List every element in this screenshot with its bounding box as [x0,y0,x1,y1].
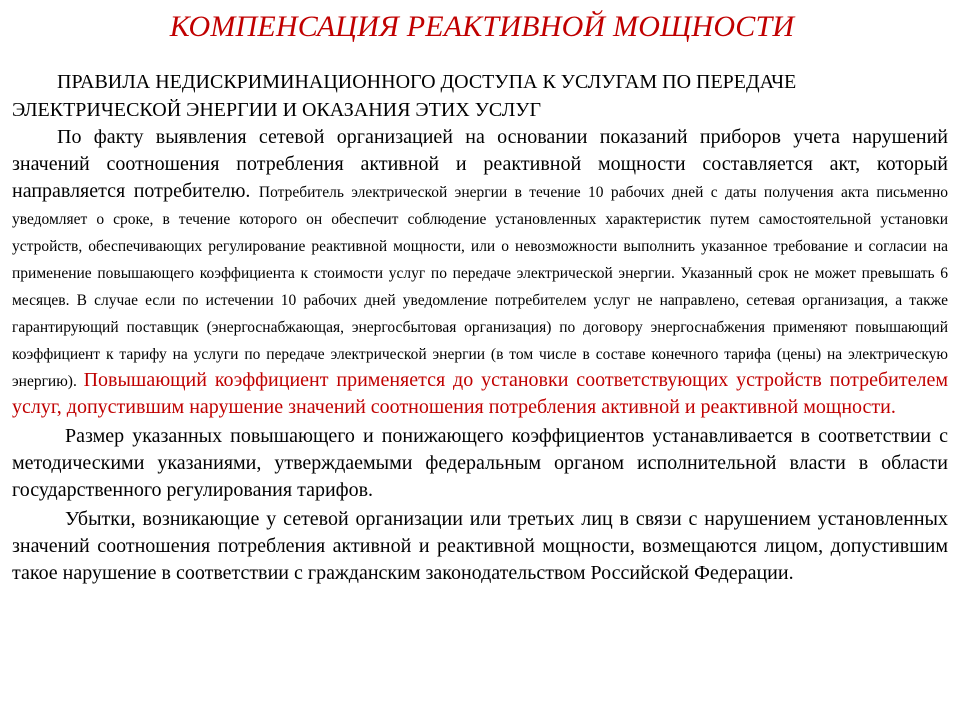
paragraph-coefficients: Размер указанных повышающего и понижающего коэффициентов устанавливается в соответствии с методическими указаниями, утверждаемыми федеральным органом исполнительной власти в области государственного регулирования тарифов. [12,425,948,501]
slide-title: КОМПЕНСАЦИЯ РЕАКТИВНОЙ МОЩНОСТИ [169,10,795,43]
paragraph-act-lead: По факту выявления сетевой организацией на основании показаний приборов учета нарушений значений соотношения потребления активной и реактивной мощности составляется акт, который направляется потребителю. [12,126,948,202]
paragraph-act-highlight: Повышающий коэффициент применяется до установки соответствующих устройств потребителем услуг, допустившим нарушение значений соотношения потребления активной и реактивной мощности. [12,369,948,418]
paragraph-act-procedure [12,124,948,421]
paragraph-losses: Убытки, возникающие у сетевой организации или третьих лиц в связи с нарушением установленных значений соотношения потребления активной и реактивной мощности, возмещаются лицом, допустившим такое нарушение в соответствии с гражданским законодательством Российской Федерации. [12,508,948,584]
rules-subtitle: ПРАВИЛА НЕДИСКРИМИНАЦИОННОГО ДОСТУПА К УСЛУГАМ ПО ПЕРЕДАЧЕ ЭЛЕКТРИЧЕСКОЙ ЭНЕРГИИ И ОКАЗАНИЯ ЭТИХ УСЛУГ [12,71,797,121]
paragraph-act-details: Потребитель электрической энергии в течение 10 рабочих дней с даты получения акта письменно уведомляет о сроке, в течение которого он обеспечит соблюдение установленных характеристик путем самостоятельной установки устройств, обеспечивающих регулирование реактивной мощности, или о невозможности выполнить указанное требование и согласии на применение повышающего коэффициента к стоимости услуг по передаче электрической энергии. Указанный срок не может превышать 6 месяцев. В случае если по истечении 10 рабочих дней уведомление потребителем услуг не направлено, сетевая организация, а также гарантирующий поставщик (энергоснабжающая, энергосбытовая организация) по договору энергоснабжения применяют повышающий коэффициент к тарифу на услуги по передаче электрической энергии (в том числе в составе конечного тарифа (цены) на электрическую энергию). [12,184,948,390]
